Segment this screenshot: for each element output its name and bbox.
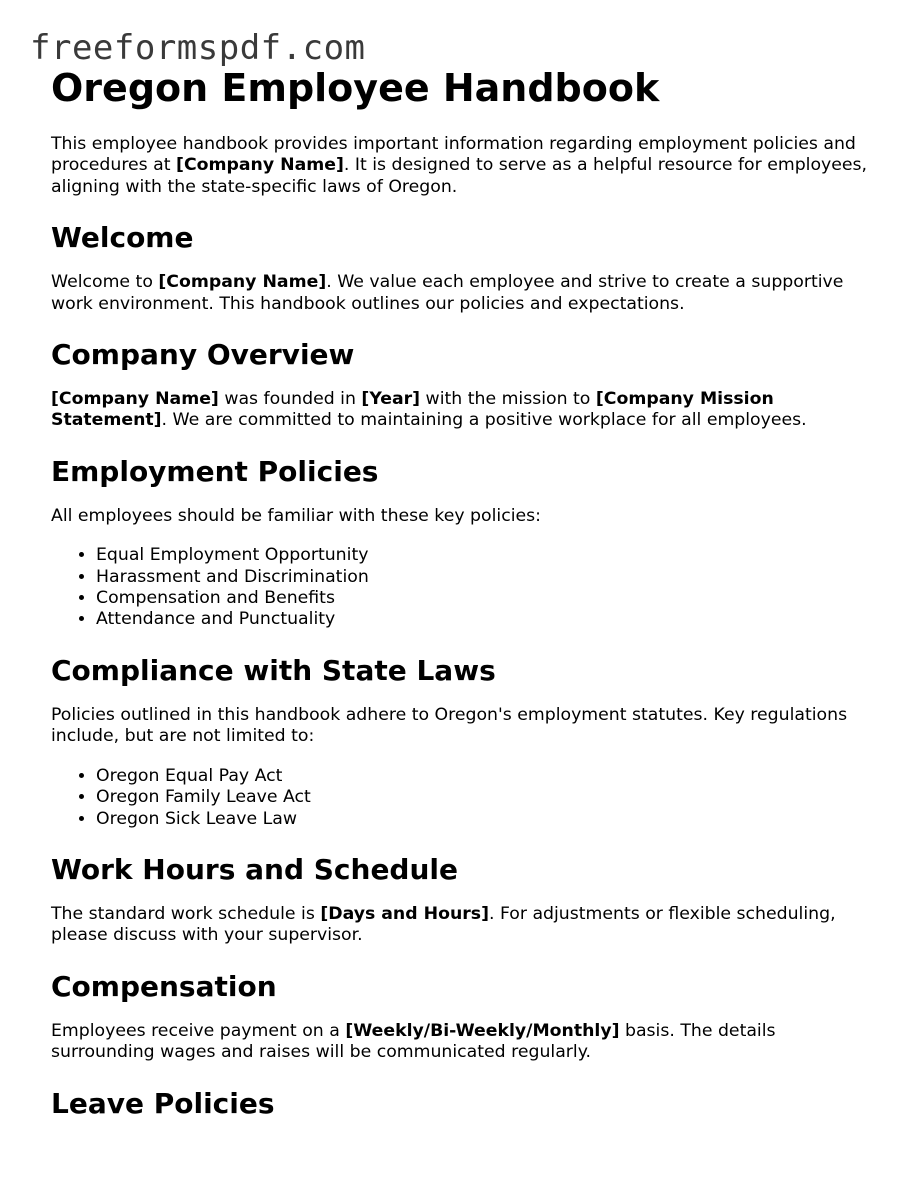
compensation-heading: Compensation (51, 969, 277, 1003)
compensation-paragraph: Employees receive payment on a [Weekly/Bi-Weekly/Monthly] basis. The details surrounding wages and raises will be communicated regularly. (51, 1020, 776, 1063)
document (51, 64, 881, 1122)
days-hours-placeholder: [Days and Hours] (320, 903, 489, 924)
list-item: • Harassment and Discrimination (96, 567, 881, 588)
list-item: • Oregon Sick Leave Law (96, 809, 881, 830)
intro-paragraph: This employee handbook provides important information regarding employment policies and procedures at [Company Name]. It is designed to serve as a helpful resource for employees, aligning with the state-specific laws of Oregon. (51, 134, 868, 197)
company-overview-heading: Company Overview (51, 338, 355, 372)
work-hours-paragraph: The standard work schedule is [Days and Hours]. For adjustments or flexible scheduling, please discuss with your supervisor. (51, 903, 836, 946)
welcome-heading: Welcome (51, 221, 194, 255)
list-item: • Compensation and Benefits (96, 588, 881, 609)
list-item: • Oregon Equal Pay Act (96, 766, 881, 787)
company-name-placeholder: [Company Name] (176, 155, 344, 176)
company-name-placeholder: [Company Name] (158, 272, 327, 293)
compliance-paragraph: Policies outlined in this handbook adhere to Oregon's employment statutes. Key regulations include, but are not limited to: (51, 704, 848, 747)
employment-policies-paragraph: All employees should be familiar with these key policies: (51, 505, 541, 526)
list-item: • Oregon Family Leave Act (96, 787, 881, 808)
compliance-heading: Compliance with State Laws (51, 653, 496, 687)
watermark: freeformspdf.com (30, 28, 366, 68)
employment-policies-list (51, 545, 881, 631)
leave-policies-heading: Leave Policies (51, 1086, 275, 1120)
work-hours-heading: Work Hours and Schedule (51, 852, 458, 886)
mission-placeholder: [Company Mission Statement] (51, 389, 774, 431)
pay-frequency-placeholder: [Weekly/Bi-Weekly/Monthly] (345, 1020, 620, 1041)
page-title: Oregon Employee Handbook (51, 66, 660, 110)
list-item: • Attendance and Punctuality (96, 609, 881, 630)
list-item: • Equal Employment Opportunity (96, 545, 881, 566)
year-placeholder: [Year] (361, 389, 421, 410)
welcome-paragraph: Welcome to [Company Name]. We value each employee and strive to create a supportive work environment. This handbook outlines our policies and expectations. (51, 272, 844, 314)
company-overview-paragraph: [Company Name] was founded in [Year] with the mission to [Company Mission Statement]. We are committed to maintaining a positive workplace for all employees. (51, 389, 807, 431)
employment-policies-heading: Employment Policies (51, 454, 379, 488)
company-name-placeholder: [Company Name] (51, 389, 219, 410)
compliance-list (51, 766, 881, 830)
